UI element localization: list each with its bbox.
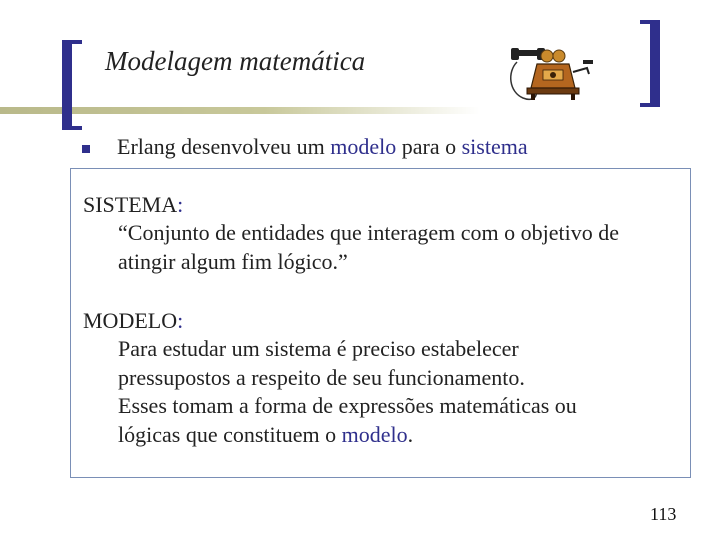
- page-number: 113: [650, 504, 677, 524]
- model-last-line-text: lógicas que constituem o: [118, 421, 342, 447]
- square-bullet-icon: [82, 145, 90, 153]
- title-underline-bar: [0, 107, 480, 114]
- slide-title: Modelagem matemática: [105, 46, 366, 76]
- title-bracket-right-bottom: [640, 103, 660, 107]
- system-heading: [83, 191, 619, 219]
- title-bracket-right-top: [640, 20, 660, 24]
- system-definition-line: atingir algum fim lógico.”: [118, 248, 348, 274]
- model-heading: [83, 307, 577, 335]
- keyword-modelo: modelo: [330, 134, 397, 159]
- model-definition-line: Esses tomam a forma de expressões matemáticas ou: [118, 393, 577, 418]
- model-definition-last-line: [83, 421, 577, 450]
- title-bracket-left: [62, 40, 72, 130]
- system-heading-term: SISTEMA: [83, 192, 178, 217]
- system-definition-line: “Conjunto de entidades que interagem com o objetivo de: [118, 220, 619, 245]
- keyword-modelo-end: modelo: [341, 421, 408, 447]
- model-definition-line: Para estudar um sistema é preciso estabelecer: [118, 336, 519, 361]
- model-heading-suffix: :: [177, 308, 184, 333]
- bullet-text: [117, 134, 528, 160]
- title-bracket-left-top: [62, 40, 82, 44]
- bullet-text-part-1: Erlang desenvolveu um: [117, 134, 331, 159]
- antique-telephone-icon: [505, 42, 595, 104]
- bullet-text-part-2: para o: [396, 134, 462, 159]
- title-bracket-right: [650, 20, 660, 107]
- keyword-sistema: sistema: [461, 134, 528, 159]
- definitions-box: [70, 168, 691, 478]
- model-last-line-end: .: [407, 421, 414, 447]
- model-definition: [83, 307, 577, 449]
- title-bracket-left-bottom: [62, 126, 82, 130]
- model-definition-line: pressupostos a respeito de seu funcionamento.: [118, 364, 525, 390]
- model-heading-term: MODELO: [83, 308, 178, 333]
- system-heading-suffix: :: [177, 192, 184, 217]
- system-definition: [83, 191, 619, 276]
